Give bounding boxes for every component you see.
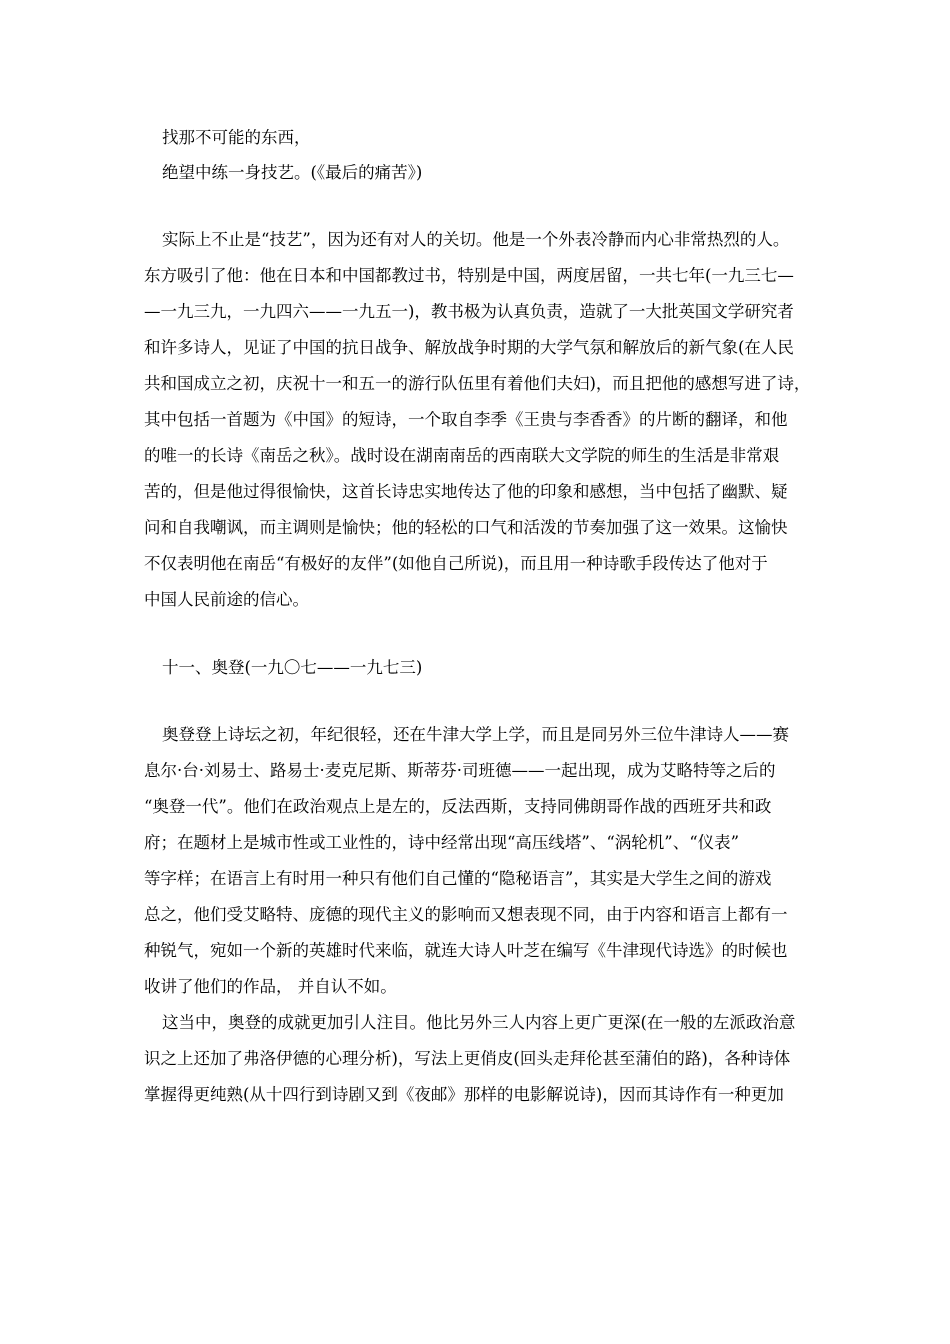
paragraph-line: 种锐气，宛如一个新的英雄时代来临，就连大诗人叶芝在编写《牛津现代诗选》的时候也 xyxy=(144,941,788,960)
paragraph-line: 中国人民前途的信心。 xyxy=(144,590,309,609)
paragraph-line: 实际上不止是“技艺”，因为还有对人的关切。他是一个外表冷静而内心非常热烈的人。 xyxy=(162,230,790,249)
paragraph-line: 收讲了他们的作品， 并自认不如。 xyxy=(144,977,397,996)
paragraph-line: 息尔·台·刘易士、路易士·麦克尼斯、斯蒂芬·司班德——一起出现，成为艾略特等之后的 xyxy=(144,761,776,780)
paragraph-line: 不仅表明他在南岳“有极好的友伴”(如他自己所说)，而且用一种诗歌手段传达了他对于 xyxy=(144,554,768,573)
paragraph-line: 问和自我嘲讽，而主调则是愉快；他的轻松的口气和活泼的节奏加强了这一效果。这愉快 xyxy=(144,518,788,537)
paragraph-line: 共和国成立之初，庆祝十一和五一的游行队伍里有着他们夫妇)，而且把他的感想写进了诗， xyxy=(144,374,811,393)
paragraph-line: 奥登登上诗坛之初，年纪很轻，还在牛津大学上学，而且是同另外三位牛津诗人——赛 xyxy=(162,725,789,744)
section-heading: 十一、奥登(一九〇七——一九七三) xyxy=(162,658,423,677)
paragraph-line: 苦的，但是他过得很愉快，这首长诗忠实地传达了他的印象和感想，当中包括了幽默、疑 xyxy=(144,482,788,501)
poem-line-1: 找那不可能的东西， xyxy=(162,128,311,147)
paragraph-line: —一九三九，一九四六——一九五一)，教书极为认真负责，造就了一大批英国文学研究者 xyxy=(144,302,794,321)
paragraph-line: 和许多诗人，见证了中国的抗日战争、解放战争时期的大学气氛和解放后的新气象(在人民 xyxy=(144,338,794,357)
paragraph-line: 的唯一的长诗《南岳之秋》。战时设在湖南南岳的西南联大文学院的师生的生活是非常艰 xyxy=(144,446,780,465)
paragraph-line: 掌握得更纯熟(从十四行到诗剧又到《夜邮》那样的电影解说诗)，因而其诗作有一种更加 xyxy=(144,1085,784,1104)
paragraph-line: 东方吸引了他：他在日本和中国都教过书，特别是中国，两度居留，一共七年(一九三七— xyxy=(144,266,794,285)
paragraph-line: 识之上还加了弗洛伊德的心理分析)，写法上更俏皮(回头走拜伦甚至蒲伯的路)，各种诗体 xyxy=(144,1049,791,1068)
poem-line-2: 绝望中练一身技艺。(《最后的痛苦》) xyxy=(162,163,423,182)
paragraph-line: 这当中，奥登的成就更加引人注目。他比另外三人内容上更广更深(在一般的左派政治意 xyxy=(162,1013,796,1032)
paragraph-line: 其中包括一首题为《中国》的短诗，一个取自李季《王贵与李香香》的片断的翻译，和他 xyxy=(144,410,788,429)
paragraph-line: 府；在题材上是城市性或工业性的，诗中经常出现“高压线塔”、“涡轮机”、“仪表” xyxy=(144,833,740,852)
paragraph-line: 总之，他们受艾略特、庞德的现代主义的影响而又想表现不同，由于内容和语言上都有一 xyxy=(144,905,788,924)
paragraph-line: 等字样；在语言上有时用一种只有他们自己懂的“隐秘语言”，其实是大学生之间的游戏 xyxy=(144,869,772,888)
paragraph-line: “奥登一代”。他们在政治观点上是左的，反法西斯，支持同佛朗哥作战的西班牙共和政 xyxy=(144,797,772,816)
